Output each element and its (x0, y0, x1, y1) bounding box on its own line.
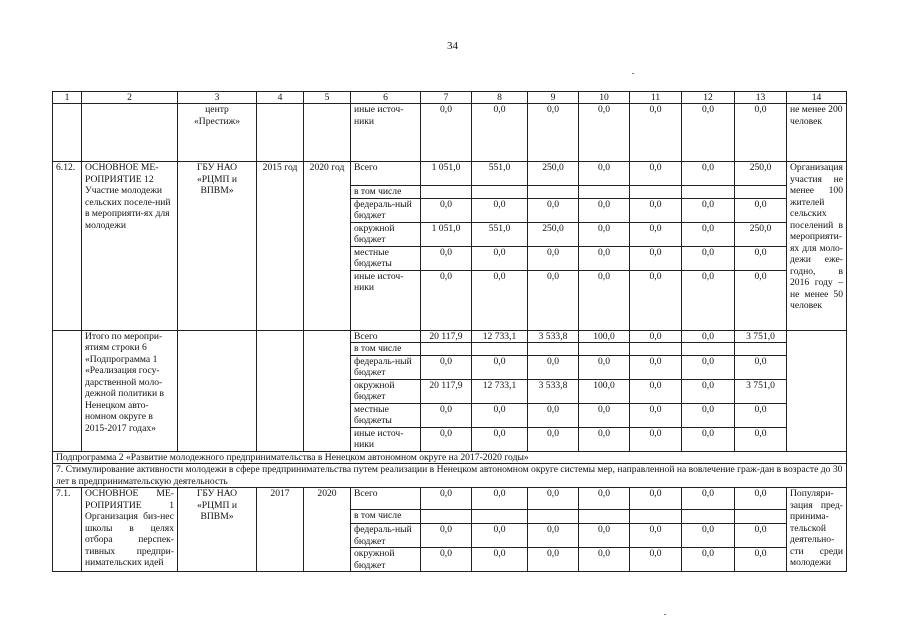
value-cell: 551,0 (472, 162, 528, 186)
value-cell: 0,0 (682, 403, 735, 427)
value-cell (735, 186, 787, 199)
name-cell: Итого по меропри-ятиям строки 6 «Подпрограмма 1 «Реализация госу-дарственной моло-дежной политики в Ненецком авто-номном округе в 2015-2017 годах» (82, 330, 178, 451)
header-cell: 3 (178, 92, 257, 104)
end-cell: 2020 (304, 488, 351, 572)
name-cell: ОСНОВНОЕ МЕ-РОПРИЯТИЕ 1 Организация биз-нес школы в целях отбора перспек-тивных предпри-нимательских идей (82, 488, 178, 572)
value-cell: 0,0 (735, 355, 787, 379)
header-row (53, 92, 847, 104)
source-cell: иные источ-ники (351, 427, 421, 451)
value-cell: 0,0 (579, 104, 630, 162)
value-cell: 0,0 (630, 162, 682, 186)
value-cell: 0,0 (528, 246, 579, 270)
source-cell: иные источ-ники (351, 270, 421, 330)
table-row (53, 464, 847, 488)
value-cell: 0,0 (630, 104, 682, 162)
budget-table (52, 91, 847, 572)
header-cell: 7 (421, 92, 472, 104)
value-cell: 0,0 (472, 427, 528, 451)
value-cell: 0,0 (682, 198, 735, 222)
value-cell: 0,0 (421, 524, 472, 548)
value-cell: 0,0 (630, 379, 682, 403)
source-cell: федераль-ный бюджет (351, 198, 421, 222)
source-cell: в том числе (351, 343, 421, 356)
source-cell: федераль-ный бюджет (351, 524, 421, 548)
value-cell: 100,0 (579, 379, 630, 403)
value-cell: 3 533,8 (528, 379, 579, 403)
table-row (53, 488, 847, 510)
num-cell: 6.12. (53, 162, 82, 331)
indicator-cell: Популяри-зация пред-принима-тельской деятельно-сти среди молодежи (787, 488, 847, 572)
value-cell: 250,0 (528, 222, 579, 246)
value-cell: 0,0 (630, 403, 682, 427)
value-cell: 0,0 (630, 355, 682, 379)
value-cell: 0,0 (630, 330, 682, 343)
value-cell: 0,0 (735, 403, 787, 427)
table-row (53, 104, 847, 162)
source-cell: местные бюджеты (351, 403, 421, 427)
value-cell: 0,0 (579, 524, 630, 548)
value-cell (421, 343, 472, 356)
value-cell: 0,0 (682, 270, 735, 330)
value-cell: 0,0 (682, 427, 735, 451)
value-cell: 0,0 (735, 104, 787, 162)
value-cell: 0,0 (735, 488, 787, 510)
value-cell (421, 186, 472, 199)
value-cell (472, 510, 528, 524)
value-cell (630, 510, 682, 524)
value-cell: 0,0 (630, 488, 682, 510)
value-cell: 0,0 (472, 270, 528, 330)
source-cell: Всего (351, 488, 421, 510)
table-row (53, 330, 847, 343)
num-cell (53, 330, 82, 451)
value-cell: 0,0 (528, 198, 579, 222)
value-cell: 0,0 (630, 222, 682, 246)
value-cell: 100,0 (579, 330, 630, 343)
value-cell: 0,0 (472, 104, 528, 162)
value-cell: 0,0 (630, 427, 682, 451)
value-cell: 20 117,9 (421, 330, 472, 343)
value-cell: 3 751,0 (735, 330, 787, 343)
header-cell: 8 (472, 92, 528, 104)
value-cell: 0,0 (579, 548, 630, 572)
value-cell: 0,0 (528, 355, 579, 379)
value-cell: 0,0 (528, 488, 579, 510)
value-cell: 0,0 (472, 524, 528, 548)
value-cell: 0,0 (579, 403, 630, 427)
header-cell: 6 (351, 92, 421, 104)
value-cell: 0,0 (472, 548, 528, 572)
value-cell: 0,0 (579, 222, 630, 246)
source-cell: Всего (351, 162, 421, 186)
value-cell: 0,0 (528, 270, 579, 330)
value-cell: 0,0 (735, 270, 787, 330)
value-cell: 0,0 (735, 246, 787, 270)
source-cell: местные бюджеты (351, 246, 421, 270)
executor-cell: центр «Престиж» (178, 104, 257, 162)
executor-cell: ГБУ НАО «РЦМП и ВПВМ» (178, 488, 257, 572)
header-cell: 9 (528, 92, 579, 104)
value-cell (630, 343, 682, 356)
value-cell: 0,0 (472, 403, 528, 427)
header-cell: 10 (579, 92, 630, 104)
header-cell: 5 (304, 92, 351, 104)
indicator-cell: Организация участия не менее 100 жителей сельских поселений в мероприяти-ях для моло-дежи еже-годно, в 2016 году – не менее 50 человек (787, 162, 847, 331)
value-cell: 0,0 (579, 488, 630, 510)
scan-speck (664, 614, 666, 615)
value-cell: 0,0 (579, 162, 630, 186)
value-cell: 0,0 (472, 488, 528, 510)
value-cell: 0,0 (682, 524, 735, 548)
value-cell (682, 343, 735, 356)
indicator-cell: не менее 200 человек (787, 104, 847, 162)
value-cell: 0,0 (579, 270, 630, 330)
value-cell: 0,0 (421, 548, 472, 572)
source-cell: иные источ-ники (351, 104, 421, 162)
value-cell (528, 510, 579, 524)
table-row (53, 162, 847, 186)
value-cell: 0,0 (735, 524, 787, 548)
value-cell: 0,0 (630, 548, 682, 572)
value-cell: 0,0 (735, 548, 787, 572)
header-cell: 11 (630, 92, 682, 104)
executor-cell: ГБУ НАО «РЦМП и ВПВМ» (178, 162, 257, 331)
value-cell (579, 186, 630, 199)
value-cell: 0,0 (735, 198, 787, 222)
source-cell: окружной бюджет (351, 222, 421, 246)
value-cell: 0,0 (682, 355, 735, 379)
value-cell: 0,0 (579, 427, 630, 451)
value-cell (735, 343, 787, 356)
value-cell: 0,0 (682, 548, 735, 572)
header-cell: 4 (257, 92, 304, 104)
value-cell: 0,0 (528, 403, 579, 427)
value-cell: 0,0 (421, 427, 472, 451)
value-cell: 0,0 (579, 198, 630, 222)
value-cell (421, 510, 472, 524)
value-cell: 0,0 (472, 355, 528, 379)
value-cell: 0,0 (682, 222, 735, 246)
name-cell (82, 104, 178, 162)
value-cell (682, 186, 735, 199)
page-number: 34 (447, 40, 458, 52)
value-cell: 0,0 (528, 548, 579, 572)
name-cell: ОСНОВНОЕ МЕ-РОПРИЯТИЕ 12 Участие молодежи сельских поселе-ний в мероприяти-ях для молодежи (82, 162, 178, 331)
value-cell: 0,0 (472, 246, 528, 270)
value-cell: 0,0 (630, 198, 682, 222)
header-cell: 14 (787, 92, 847, 104)
value-cell: 0,0 (735, 427, 787, 451)
value-cell: 0,0 (682, 162, 735, 186)
value-cell: 0,0 (421, 488, 472, 510)
value-cell: 0,0 (421, 104, 472, 162)
source-cell: окружной бюджет (351, 548, 421, 572)
value-cell (579, 343, 630, 356)
value-cell: 0,0 (421, 246, 472, 270)
start-cell: 2017 (257, 488, 304, 572)
subprogram-heading: Подпрограмма 2 «Развитие молодежного предпринимательства в Ненецком автономном округе на 2017-2020 годы» (53, 451, 847, 464)
end-cell (304, 104, 351, 162)
start-cell: 2015 год (257, 162, 304, 331)
value-cell: 0,0 (528, 427, 579, 451)
value-cell: 12 733,1 (472, 379, 528, 403)
header-cell: 13 (735, 92, 787, 104)
value-cell: 0,0 (682, 330, 735, 343)
value-cell (682, 510, 735, 524)
header-cell: 12 (682, 92, 735, 104)
value-cell: 0,0 (528, 524, 579, 548)
value-cell: 20 117,9 (421, 379, 472, 403)
value-cell: 0,0 (682, 379, 735, 403)
start-cell (257, 330, 304, 451)
value-cell: 0,0 (630, 270, 682, 330)
value-cell: 0,0 (528, 104, 579, 162)
source-cell: Всего (351, 330, 421, 343)
end-cell: 2020 год (304, 162, 351, 331)
value-cell: 0,0 (421, 198, 472, 222)
value-cell: 3 533,8 (528, 330, 579, 343)
value-cell: 0,0 (421, 355, 472, 379)
header-cell: 1 (53, 92, 82, 104)
value-cell: 0,0 (579, 246, 630, 270)
value-cell (735, 510, 787, 524)
scan-speck (632, 73, 634, 74)
value-cell: 0,0 (682, 246, 735, 270)
value-cell: 1 051,0 (421, 162, 472, 186)
value-cell: 0,0 (421, 270, 472, 330)
value-cell: 0,0 (472, 198, 528, 222)
num-cell: 7.1. (53, 488, 82, 572)
indicator-cell (787, 330, 847, 451)
source-cell: в том числе (351, 186, 421, 199)
value-cell: 12 733,1 (472, 330, 528, 343)
header-cell: 2 (82, 92, 178, 104)
value-cell: 0,0 (682, 488, 735, 510)
value-cell (579, 510, 630, 524)
executor-cell (178, 330, 257, 451)
num-cell (53, 104, 82, 162)
value-cell (528, 343, 579, 356)
value-cell: 551,0 (472, 222, 528, 246)
value-cell: 0,0 (421, 403, 472, 427)
value-cell: 0,0 (630, 524, 682, 548)
task-heading: 7. Стимулирование активности молодежи в сфере предпринимательства путем реализации в Ненецком автономном округе системы мер, направленной на вовлечение граж-дан в возрасте до 30 лет в предпринимательскую деятельность (53, 464, 847, 488)
value-cell: 3 751,0 (735, 379, 787, 403)
source-cell: окружной бюджет (351, 379, 421, 403)
value-cell (472, 186, 528, 199)
value-cell: 250,0 (735, 162, 787, 186)
end-cell (304, 330, 351, 451)
value-cell (528, 186, 579, 199)
value-cell: 0,0 (630, 246, 682, 270)
source-cell: федераль-ный бюджет (351, 355, 421, 379)
source-cell: в том числе (351, 510, 421, 524)
value-cell: 250,0 (528, 162, 579, 186)
value-cell: 1 051,0 (421, 222, 472, 246)
start-cell (257, 104, 304, 162)
table-row (53, 451, 847, 464)
value-cell: 0,0 (579, 355, 630, 379)
value-cell: 250,0 (735, 222, 787, 246)
value-cell: 0,0 (682, 104, 735, 162)
value-cell (472, 343, 528, 356)
value-cell (630, 186, 682, 199)
